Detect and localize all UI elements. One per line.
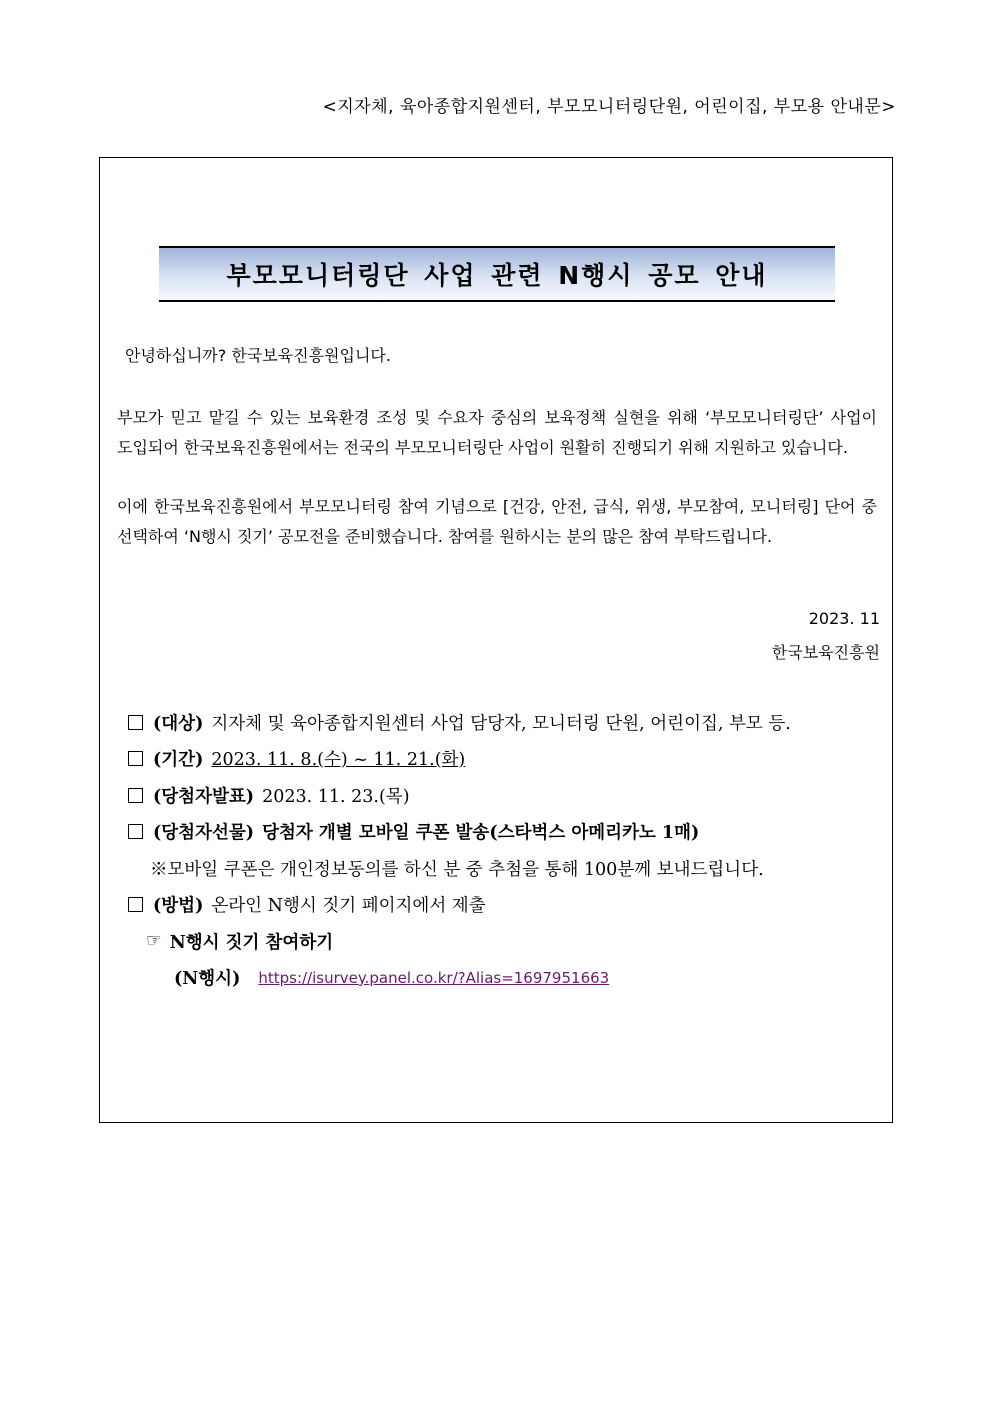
pointing-hand-icon: ☞ xyxy=(146,931,162,952)
announce-label: (당첨자발표) xyxy=(153,786,255,807)
checkbox-icon xyxy=(128,897,143,912)
greeting: 안녕하십니까? 한국보육진흥원입니다. xyxy=(125,346,391,365)
method-value: 온라인 N행시 짓기 페이지에서 제출 xyxy=(211,896,486,917)
info-list xyxy=(128,704,791,996)
title-banner xyxy=(159,246,835,302)
page-title: 부모모니터링단 사업 관련 N행시 공모 안내 xyxy=(226,261,768,290)
checkbox-icon xyxy=(128,788,143,803)
notice-box xyxy=(99,157,893,1123)
target-item xyxy=(128,704,791,741)
period-value: 2023. 11. 8.(수) ~ 11. 21.(화) xyxy=(211,750,466,771)
participate-item xyxy=(128,923,791,960)
issuer-name: 한국보육진흥원 xyxy=(771,643,880,662)
target-value: 지자체 및 육아종합지원센터 사업 담당자, 모니터링 단원, 어린이집, 부모 등. xyxy=(211,713,791,734)
prize-item xyxy=(128,814,791,851)
method-item xyxy=(128,887,791,924)
announce-item xyxy=(128,777,791,814)
announce-value: 2023. 11. 23.(목) xyxy=(262,786,410,807)
participate-text: N행시 짓기 참여하기 xyxy=(169,932,334,953)
method-label: (방법) xyxy=(153,896,204,917)
prize-label: (당첨자선물) xyxy=(153,823,255,844)
intro-paragraph: 부모가 믿고 맡길 수 있는 보육환경 조성 및 수요자 중심의 보육정책 실현을 위해 ‘부모모니터링단’ 사업이 도입되어 한국보육진흥원에서는 전국의 부모모니터링단 사업이 원활히 진행되기 위해 지원하고 있습니다. xyxy=(117,408,877,457)
survey-link[interactable]: https://isurvey.panel.co.kr/?Alias=1697951663 xyxy=(258,968,610,987)
checkbox-icon xyxy=(128,824,143,839)
target-label: (대상) xyxy=(153,713,204,734)
audience-note: <지자체, 육아종합지원센터, 부모모니터링단원, 어린이집, 부모용 안내문> xyxy=(322,97,896,117)
period-item xyxy=(128,741,791,778)
checkbox-icon xyxy=(128,715,143,730)
checkbox-icon xyxy=(128,751,143,766)
period-label: (기간) xyxy=(153,750,204,771)
prize-value: 당첨자 개별 모바일 쿠폰 발송(스타벅스 아메리카노 1매) xyxy=(262,823,700,844)
contest-paragraph: 이에 한국보육진흥원에서 부모모니터링 참여 기념으로 [건강, 안전, 급식, 위생, 부모참여, 모니터링] 단어 중 선택하여 ‘N행시 짓기’ 공모전을 준비했습니다. 참여를 원하시는 분의 많은 참여 부탁드립니다. xyxy=(117,497,877,546)
link-item xyxy=(128,960,791,997)
link-label: (N행시) xyxy=(174,969,241,990)
issue-date: 2023. 11 xyxy=(808,609,880,628)
prize-note: ※모바일 쿠폰은 개인정보동의를 하신 분 중 추첨을 통해 100분께 보내드립니다. xyxy=(150,859,764,880)
